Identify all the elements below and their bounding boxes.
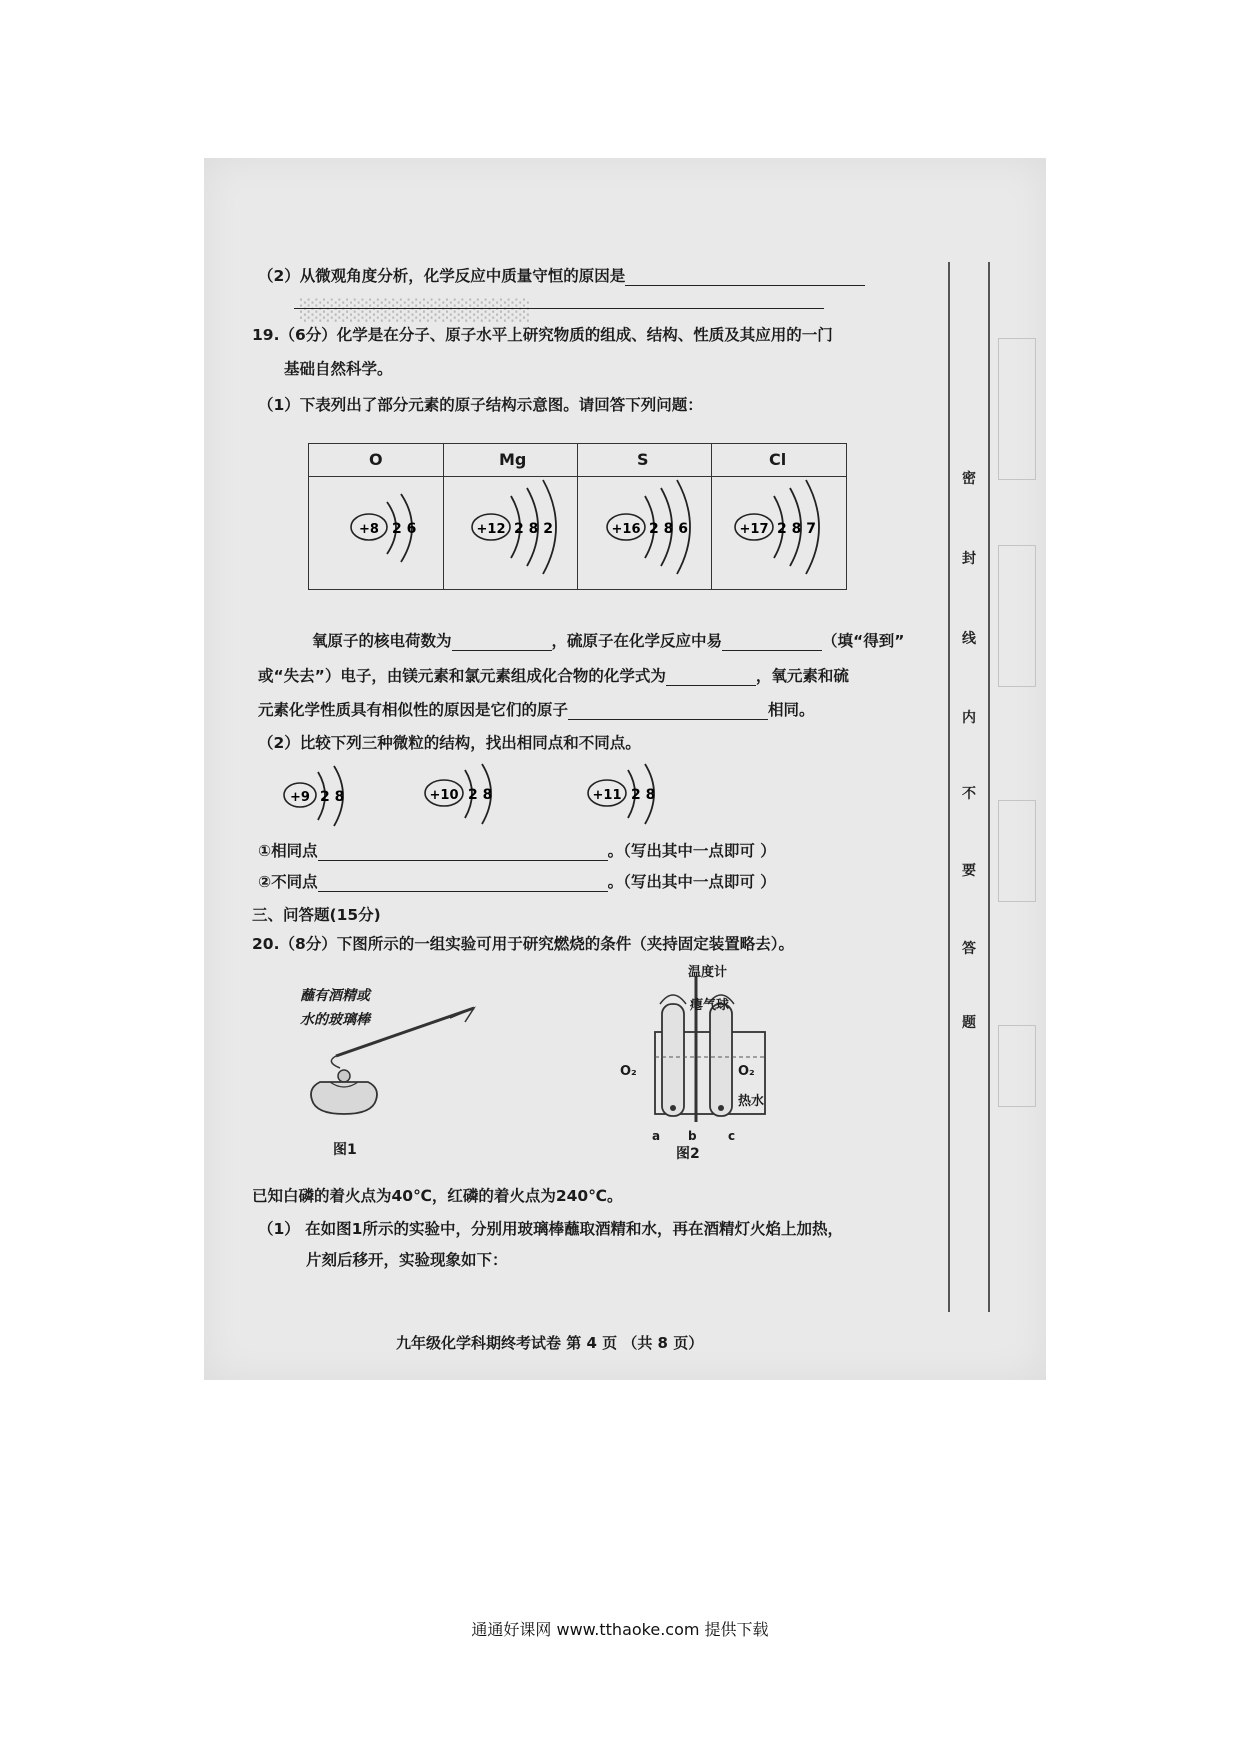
- test-tube-right: [710, 1004, 732, 1116]
- bleed-through-text: ░░░░░░░░░░░░░░░: [300, 298, 531, 322]
- q19-title-cont: 基础自然科学。: [284, 360, 393, 378]
- atom-diagram-o: [351, 494, 416, 562]
- q20-part1-line2: 片刻后移开，实验现象如下：: [306, 1251, 508, 1269]
- fig1-label-line2: 水的玻璃棒: [300, 1012, 370, 1028]
- q19-fill-line3: 元素化学性质具有相似性的原因是它们的原子 相同。: [258, 701, 815, 719]
- glass-rod: [336, 1008, 474, 1056]
- margin-info-box: [998, 545, 1036, 687]
- shell-electrons: 2 6: [392, 521, 417, 537]
- shell-electrons: 2 8 7: [777, 521, 816, 537]
- q20-part1-line1: （1） 在如图1所示的实验中，分别用玻璃棒蘸取酒精和水，再在酒精灯火焰上加热，: [258, 1220, 843, 1238]
- shell-electrons: 2 8: [631, 787, 656, 803]
- answer-blank[interactable]: [318, 844, 608, 861]
- lamp-wick: [338, 1070, 350, 1082]
- margin-info-box: [998, 800, 1036, 902]
- seal-text-char: 要: [962, 863, 976, 879]
- exam-page-footer: 九年级化学科期终考试卷 第 4 页 （共 8 页）: [396, 1334, 704, 1352]
- shell-electrons: 2 8 2: [514, 521, 553, 537]
- particle-diagrams: [282, 758, 702, 828]
- figure-1-alcohol-lamp: [300, 990, 500, 1130]
- margin-info-box: [998, 338, 1036, 480]
- answer-blank[interactable]: [452, 634, 552, 651]
- fig2-balloon-label: 瘪气球: [690, 998, 730, 1013]
- q19-fill-line2: 或“失去”）电子，由镁元素和氯元素组成化合物的化学式为 ，氧元素和硫: [258, 667, 849, 685]
- seal-text-char: 内: [962, 710, 976, 726]
- q20-known: 已知白磷的着火点为40℃，红磷的着火点为240℃。: [252, 1187, 623, 1205]
- element-symbol-cl: Cl: [769, 450, 787, 469]
- fig2-label-a: a: [652, 1129, 661, 1143]
- nucleus-label: +10: [429, 788, 459, 803]
- nucleus-label: +9: [290, 790, 310, 805]
- particle-plus9: [284, 766, 344, 826]
- nucleus-label: +17: [739, 522, 769, 537]
- fig2-o2-left: O₂: [620, 1064, 637, 1079]
- seal-text-char: 题: [962, 1015, 976, 1031]
- seal-text-char: 封: [962, 551, 976, 567]
- seal-text-char: 线: [962, 631, 976, 647]
- particle-plus10: [425, 764, 492, 824]
- nucleus-label: +12: [476, 522, 506, 537]
- atom-diagram-cl: [735, 480, 819, 574]
- answer-blank[interactable]: [722, 634, 822, 651]
- answer-blank[interactable]: [318, 875, 608, 892]
- fig2-label-c: c: [728, 1129, 736, 1143]
- particle-plus11: [588, 764, 655, 824]
- q19-diff-point: ②不同点 。（写出其中一点即可 ）: [258, 873, 776, 891]
- element-symbol-o: O: [369, 450, 383, 469]
- seal-line-inner: [948, 262, 950, 1312]
- atomic-structure-table: [308, 443, 847, 590]
- nucleus-label: +16: [611, 522, 641, 537]
- section-3-heading: 三、问答题(15分): [252, 906, 381, 924]
- fig2-caption: 图2: [676, 1146, 700, 1162]
- margin-info-box: [998, 1025, 1036, 1107]
- q19-part1: （1）下表列出了部分元素的原子结构示意图。请回答下列问题：: [258, 396, 703, 414]
- nucleus-label: +8: [359, 522, 379, 537]
- atom-diagram-s: [607, 480, 690, 574]
- shell-electrons: 2 8 6: [649, 521, 688, 537]
- site-download-footer[interactable]: 通通好课网 www.tthaoke.com 提供下载: [471, 1620, 769, 1639]
- flame: [331, 1056, 340, 1068]
- answer-blank[interactable]: [625, 269, 865, 286]
- fig2-o2-right: O₂: [738, 1064, 755, 1079]
- q20-title: 20.（8分）下图所示的一组实验可用于研究燃烧的条件（夹持固定装置略去）。: [252, 935, 794, 953]
- fig2-label-b: b: [688, 1129, 697, 1143]
- seal-text-char: 答: [962, 941, 976, 957]
- test-tube-left: [662, 1004, 684, 1116]
- element-symbol-s: S: [637, 450, 649, 469]
- shell-electrons: 2 8: [468, 787, 493, 803]
- fig1-label-line1: 蘸有酒精或: [300, 988, 370, 1004]
- q19-fill-line1: 氧原子的核电荷数为 ，硫原子在化学反应中易 （填“得到”: [312, 632, 905, 650]
- q19-same-point: ①相同点 。（写出其中一点即可 ）: [258, 842, 776, 860]
- fig2-hotwater-label: 热水: [738, 1094, 765, 1109]
- shell-electrons: 2 8: [320, 789, 345, 805]
- element-symbol-mg: Mg: [499, 450, 527, 469]
- q18-part2: （2）从微观角度分析，化学反应中质量守恒的原因是: [258, 266, 865, 286]
- answer-blank[interactable]: [666, 669, 756, 686]
- seal-text-char: 密: [962, 471, 976, 487]
- atom-diagrams: [309, 444, 846, 589]
- answer-blank[interactable]: [294, 292, 824, 309]
- atom-diagram-mg: [472, 480, 556, 574]
- fig1-caption: 图1: [333, 1142, 357, 1158]
- q19-title: 19.（6分）化学是在分子、原子水平上研究物质的组成、结构、性质及其应用的一门: [252, 326, 833, 344]
- seal-line-outer: [988, 262, 990, 1312]
- balloon-left: [660, 995, 686, 1004]
- q19-part2: （2）比较下列三种微粒的结构，找出相同点和不同点。: [258, 734, 641, 752]
- nucleus-label: +11: [592, 788, 622, 803]
- fig2-thermometer-label: 温度计: [688, 965, 728, 980]
- answer-blank[interactable]: [568, 703, 768, 720]
- seal-text-char: 不: [962, 786, 976, 802]
